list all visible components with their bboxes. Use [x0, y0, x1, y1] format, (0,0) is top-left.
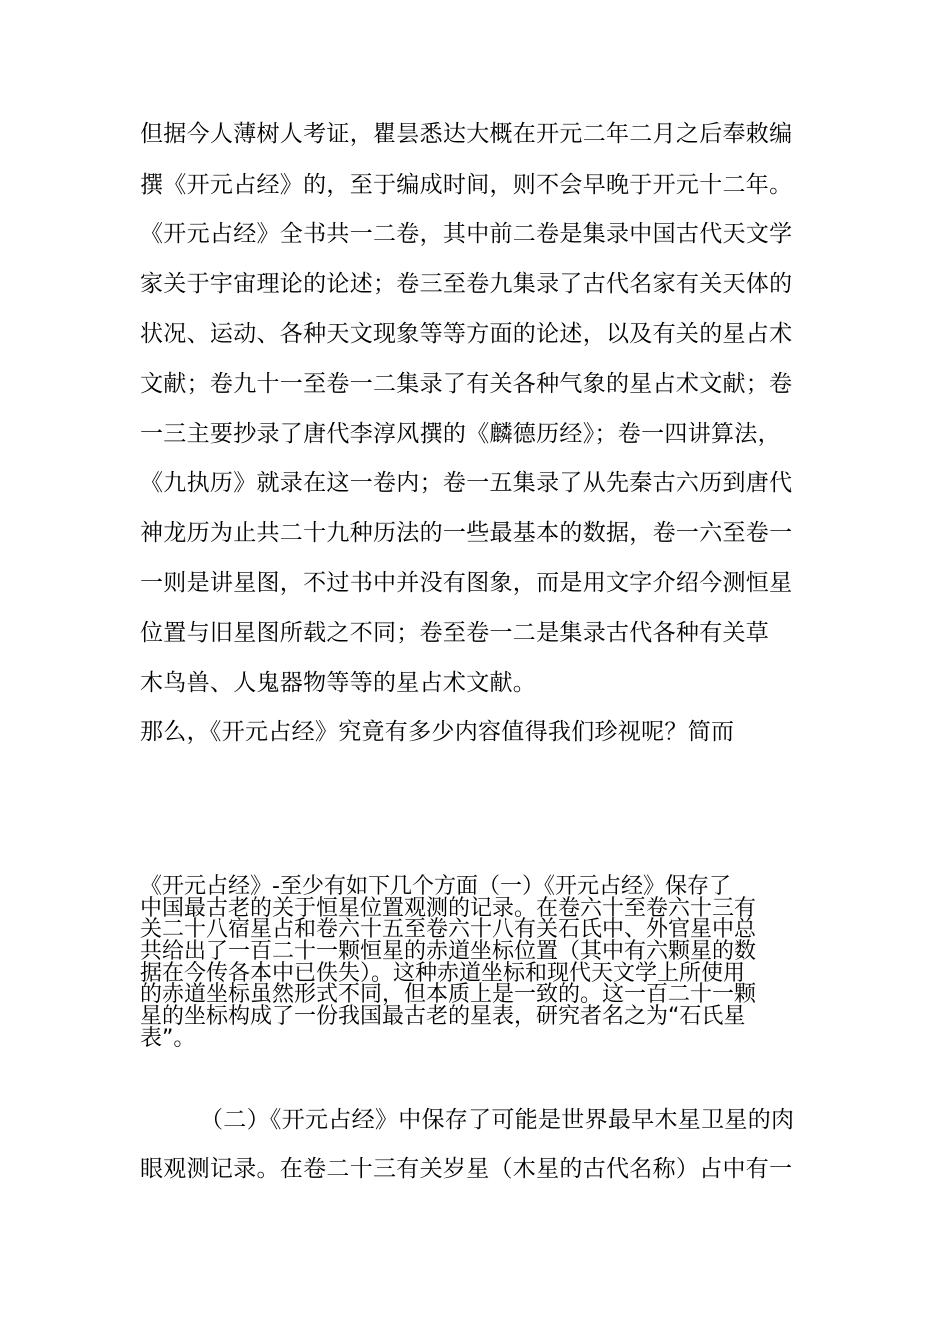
text-line: 眼观测记录。在卷二十三有关岁星（木星的古代名称）占中有一 — [140, 1156, 793, 1182]
text-line: 关二十八宿星占和卷六十五至卷六十八有关石氏中、外官星中总 — [140, 917, 757, 943]
text-line: 《开元占经》-至少有如下几个方面（一）《开元占经》保存了 — [140, 874, 731, 899]
text-line: 家关于宇宙理论的论述；卷三至卷九集录了古代名家有关天体的 — [140, 271, 793, 297]
text-line: （二）《开元占经》中保存了可能是世界最早木星卫星的肉 — [200, 1107, 795, 1133]
text-line: 中国最古老的关于恒星位置观测的记录。在卷六十至卷六十三有 — [140, 895, 757, 921]
text-line: 位置与旧星图所载之不同；卷至卷一二是集录古代各种有关草 — [140, 620, 770, 646]
text-line: 表”。 — [140, 1025, 196, 1051]
text-line: 撰《开元占经》的，至于编成时间，则不会早晚于开元十二年。 — [140, 172, 793, 198]
text-line: 神龙历为止共二十九种历法的一些最基本的数据，卷一六至卷一 — [140, 520, 793, 546]
text-line: 星的坐标构成了一份我国最古老的星表，研究者名之为“石氏星 — [140, 1004, 746, 1030]
text-line: 那么，《开元占经》究竟有多少内容值得我们珍视呢？简而 — [140, 719, 735, 745]
text-line: 据在今传各本中已佚失）。这种赤道坐标和现代天文学上所使用 — [140, 960, 746, 986]
text-line: 的赤道坐标虽然形式不同，但本质上是一致的。这一百二十一颗 — [140, 982, 757, 1008]
text-line: 但据今人薄树人考证，瞿昙悉达大概在开元二年二月之后奉敕编 — [140, 121, 793, 147]
text-line: 《九执历》就录在这一卷内；卷一五集录了从先秦古六历到唐代 — [140, 470, 793, 496]
text-line: 一三主要抄录了唐代李淳风撰的《麟德历经》；卷一四讲算法， — [140, 421, 781, 447]
text-line: 状况、运动、各种天文现象等等方面的论述，以及有关的星占术 — [140, 321, 793, 347]
text-line: 文献；卷九十一至卷一二集录了有关各种气象的星占术文献；卷 — [140, 371, 793, 397]
dense-paragraph — [140, 876, 820, 1050]
text-line: 共给出了一百二十一颗恒星的赤道坐标位置（其中有六颗星的数 — [140, 939, 757, 965]
text-line: 《开元占经》全书共一二卷，其中前二卷是集录中国古代天文学 — [140, 221, 793, 247]
text-line: 木鸟兽、人鬼器物等等的星占术文献。 — [140, 670, 537, 696]
text-line: 一则是讲星图，不过书中并没有图象，而是用文字介绍今测恒星 — [140, 570, 793, 596]
